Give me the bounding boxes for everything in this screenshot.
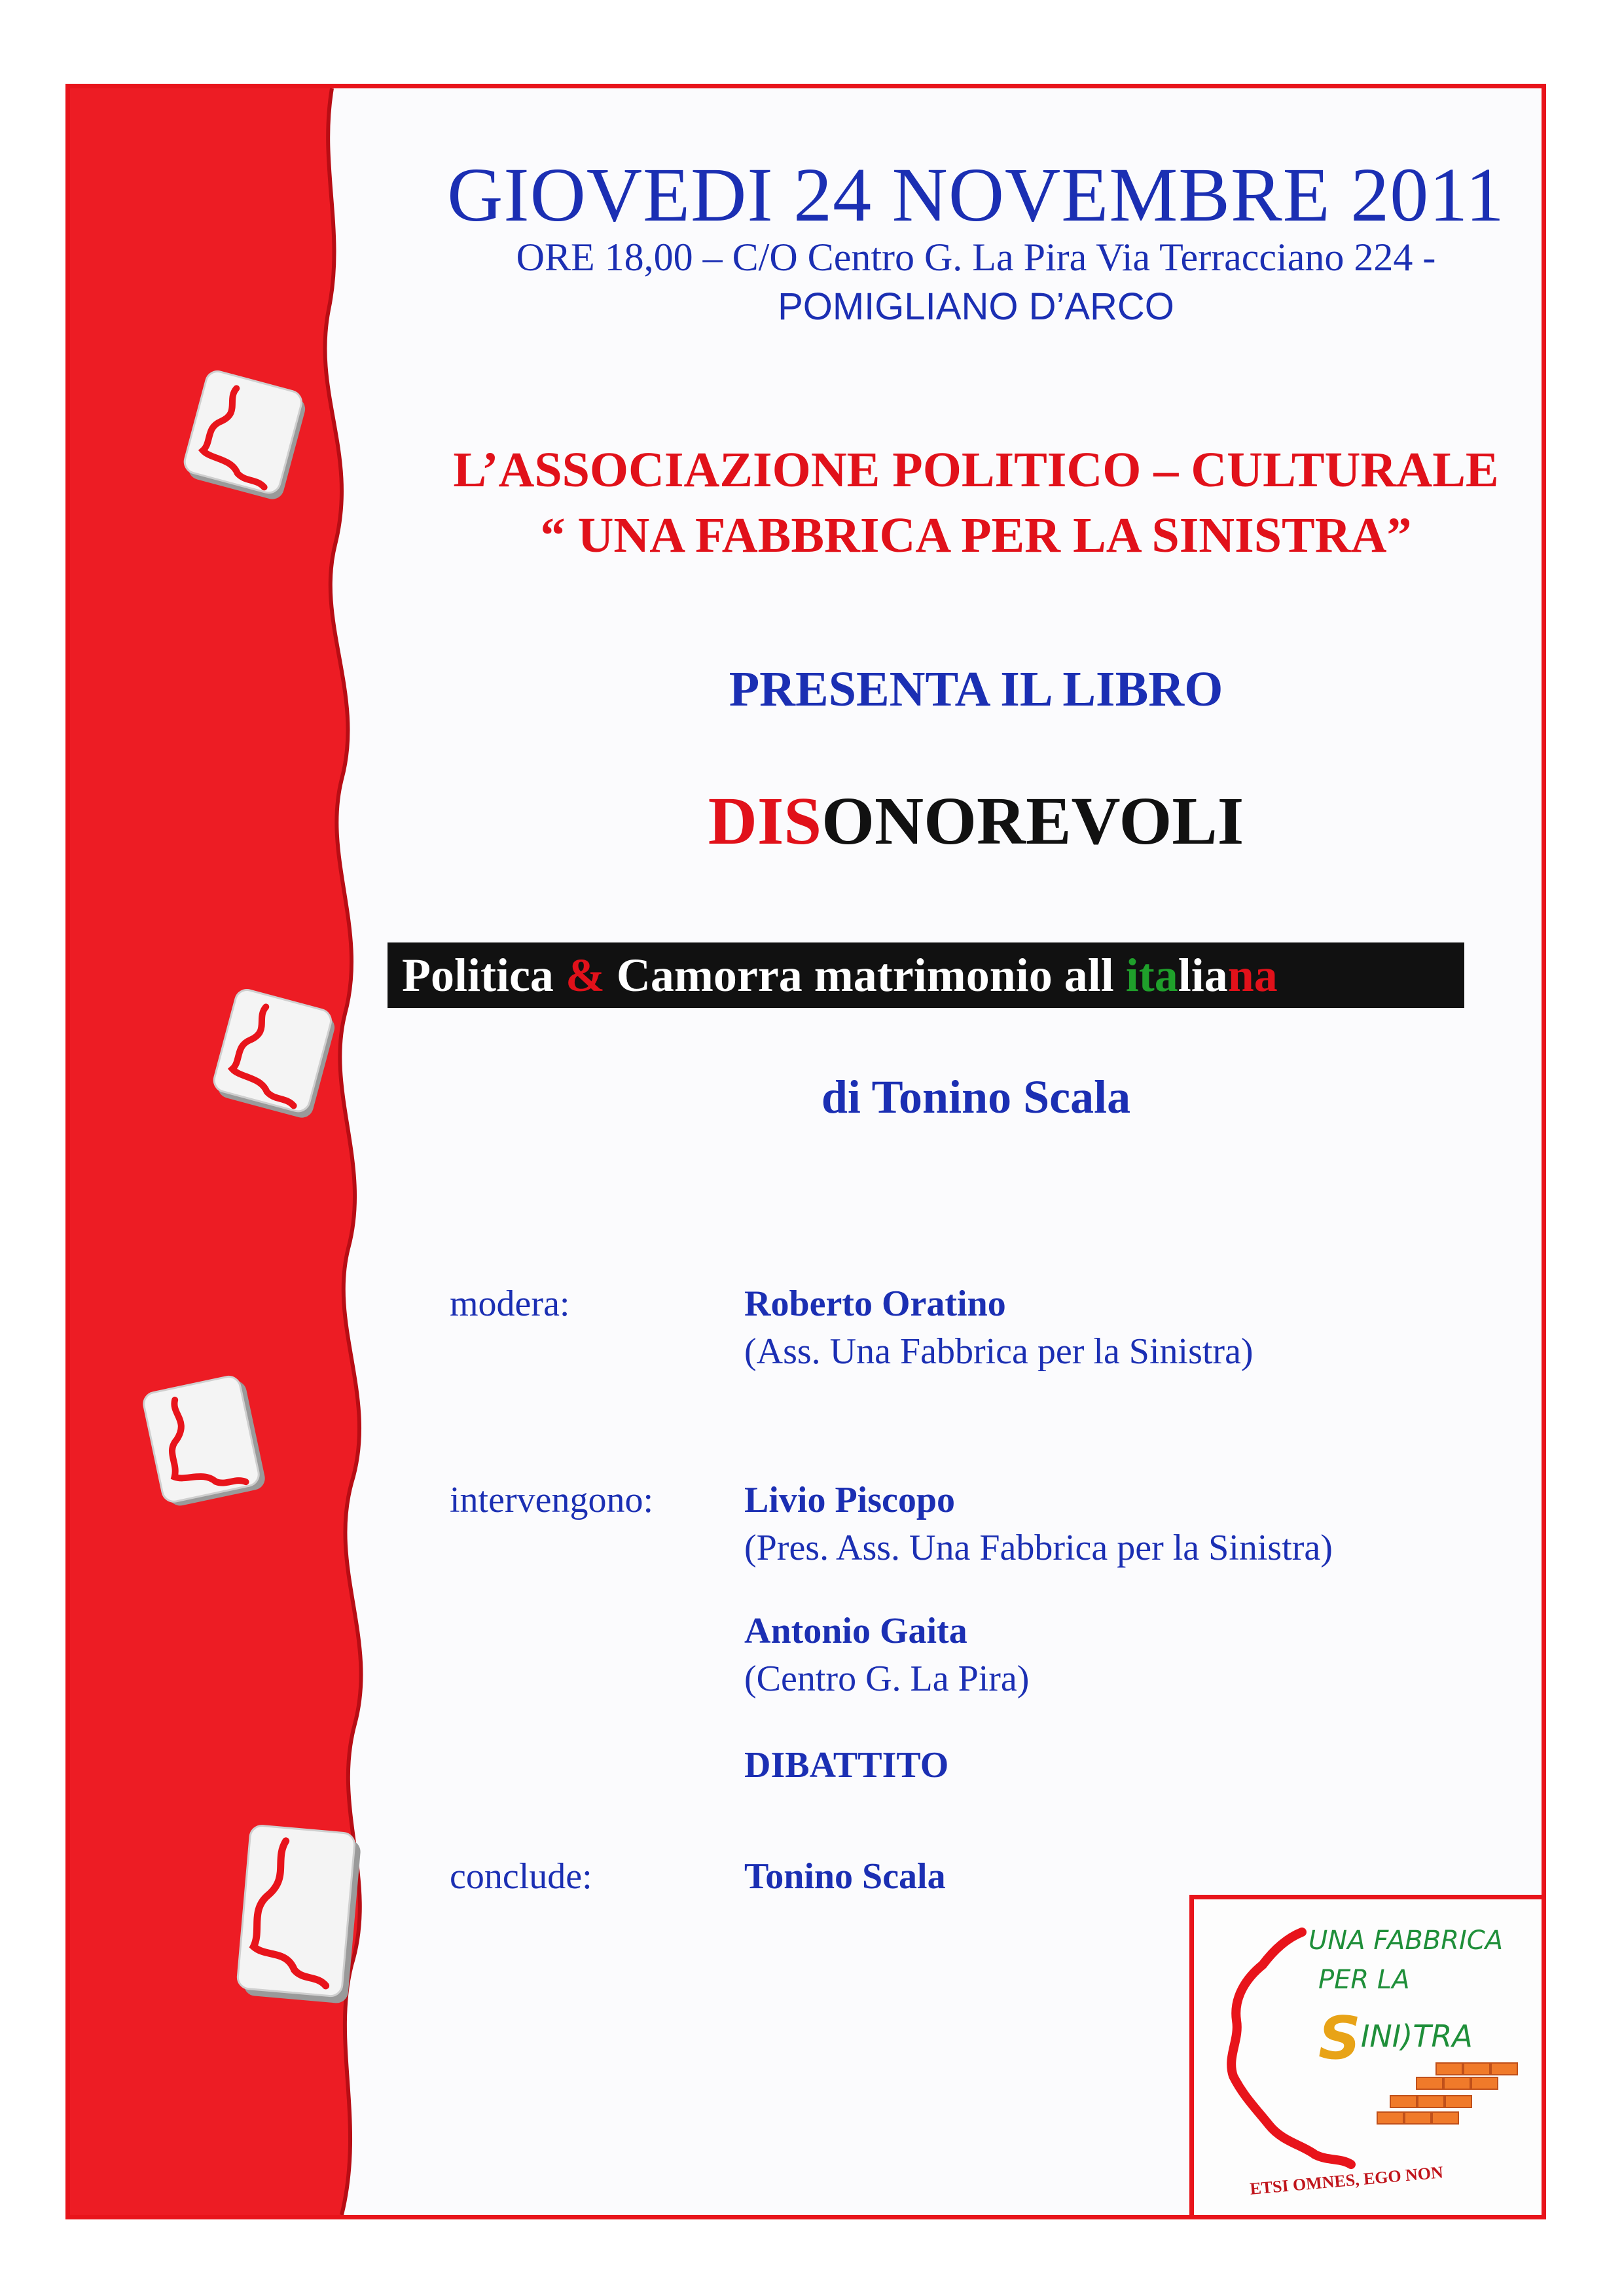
- conclusion-label: conclude:: [450, 1856, 592, 1897]
- association-logo: [1189, 1895, 1546, 2219]
- subtitle-part2: Camorra matrimonio all: [604, 949, 1126, 1001]
- logo-line2: PER LA: [1318, 1965, 1410, 1995]
- book-title-rest: ONOREVOLI: [821, 783, 1244, 859]
- speaker1-name: Livio Piscopo: [744, 1480, 956, 1520]
- subtitle-ita-red: na: [1227, 949, 1278, 1001]
- tile-icon: [208, 988, 345, 1126]
- book-subtitle-bar: [388, 942, 1464, 1008]
- speakers-label: intervengono:: [450, 1480, 654, 1520]
- moderator-affiliation: (Ass. Una Fabbrica per la Sinistra): [744, 1331, 1254, 1372]
- subtitle-ita-white: lia: [1178, 949, 1228, 1001]
- tile-icon: [178, 370, 316, 507]
- subtitle-ampersand: &: [565, 949, 605, 1001]
- logo-motto: ETSI OMNES, EGO NON: [1249, 2162, 1444, 2198]
- tile-icon: [224, 1816, 374, 2013]
- poster-frame: [65, 84, 1546, 2219]
- tile-icon: [139, 1371, 276, 1515]
- subtitle-part1: Politica: [402, 949, 566, 1001]
- event-date: GIOVEDI 24 NOVEMBRE 2011: [447, 152, 1505, 238]
- logo-line3: [1318, 2004, 1473, 2073]
- book-title: [410, 782, 1542, 860]
- event-time-place: ORE 18,00 – C/O Centro G. La Pira Via Terracciano 224 -: [516, 236, 1436, 279]
- debate-label: DIBATTITO: [744, 1745, 949, 1785]
- book-title-prefix: DIS: [708, 783, 822, 859]
- logo-line1: UNA FABBRICA: [1308, 1926, 1504, 1956]
- presents-book-heading: PRESENTA IL LIBRO: [729, 662, 1223, 717]
- subtitle-ita-green: ita: [1125, 949, 1178, 1001]
- speaker2-name: Antonio Gaita: [744, 1611, 967, 1651]
- logo-line3-rest: INI)TRA: [1360, 2018, 1473, 2054]
- logo-s-letter: S: [1318, 2004, 1361, 2073]
- conclusion-name: Tonino Scala: [744, 1856, 946, 1897]
- moderator-label: modera:: [450, 1283, 570, 1324]
- association-name-line1: L’ASSOCIAZIONE POLITICO – CULTURALE: [453, 442, 1499, 497]
- moderator-name: Roberto Oratino: [744, 1283, 1006, 1324]
- event-city: POMIGLIANO D’ARCO: [778, 285, 1174, 328]
- book-author: di Tonino Scala: [821, 1071, 1131, 1123]
- speaker2-affiliation: (Centro G. La Pira): [744, 1659, 1030, 1699]
- association-name-line2: “ UNA FABBRICA PER LA SINISTRA”: [540, 508, 1412, 563]
- speaker1-affiliation: (Pres. Ass. Una Fabbrica per la Sinistra): [744, 1528, 1333, 1568]
